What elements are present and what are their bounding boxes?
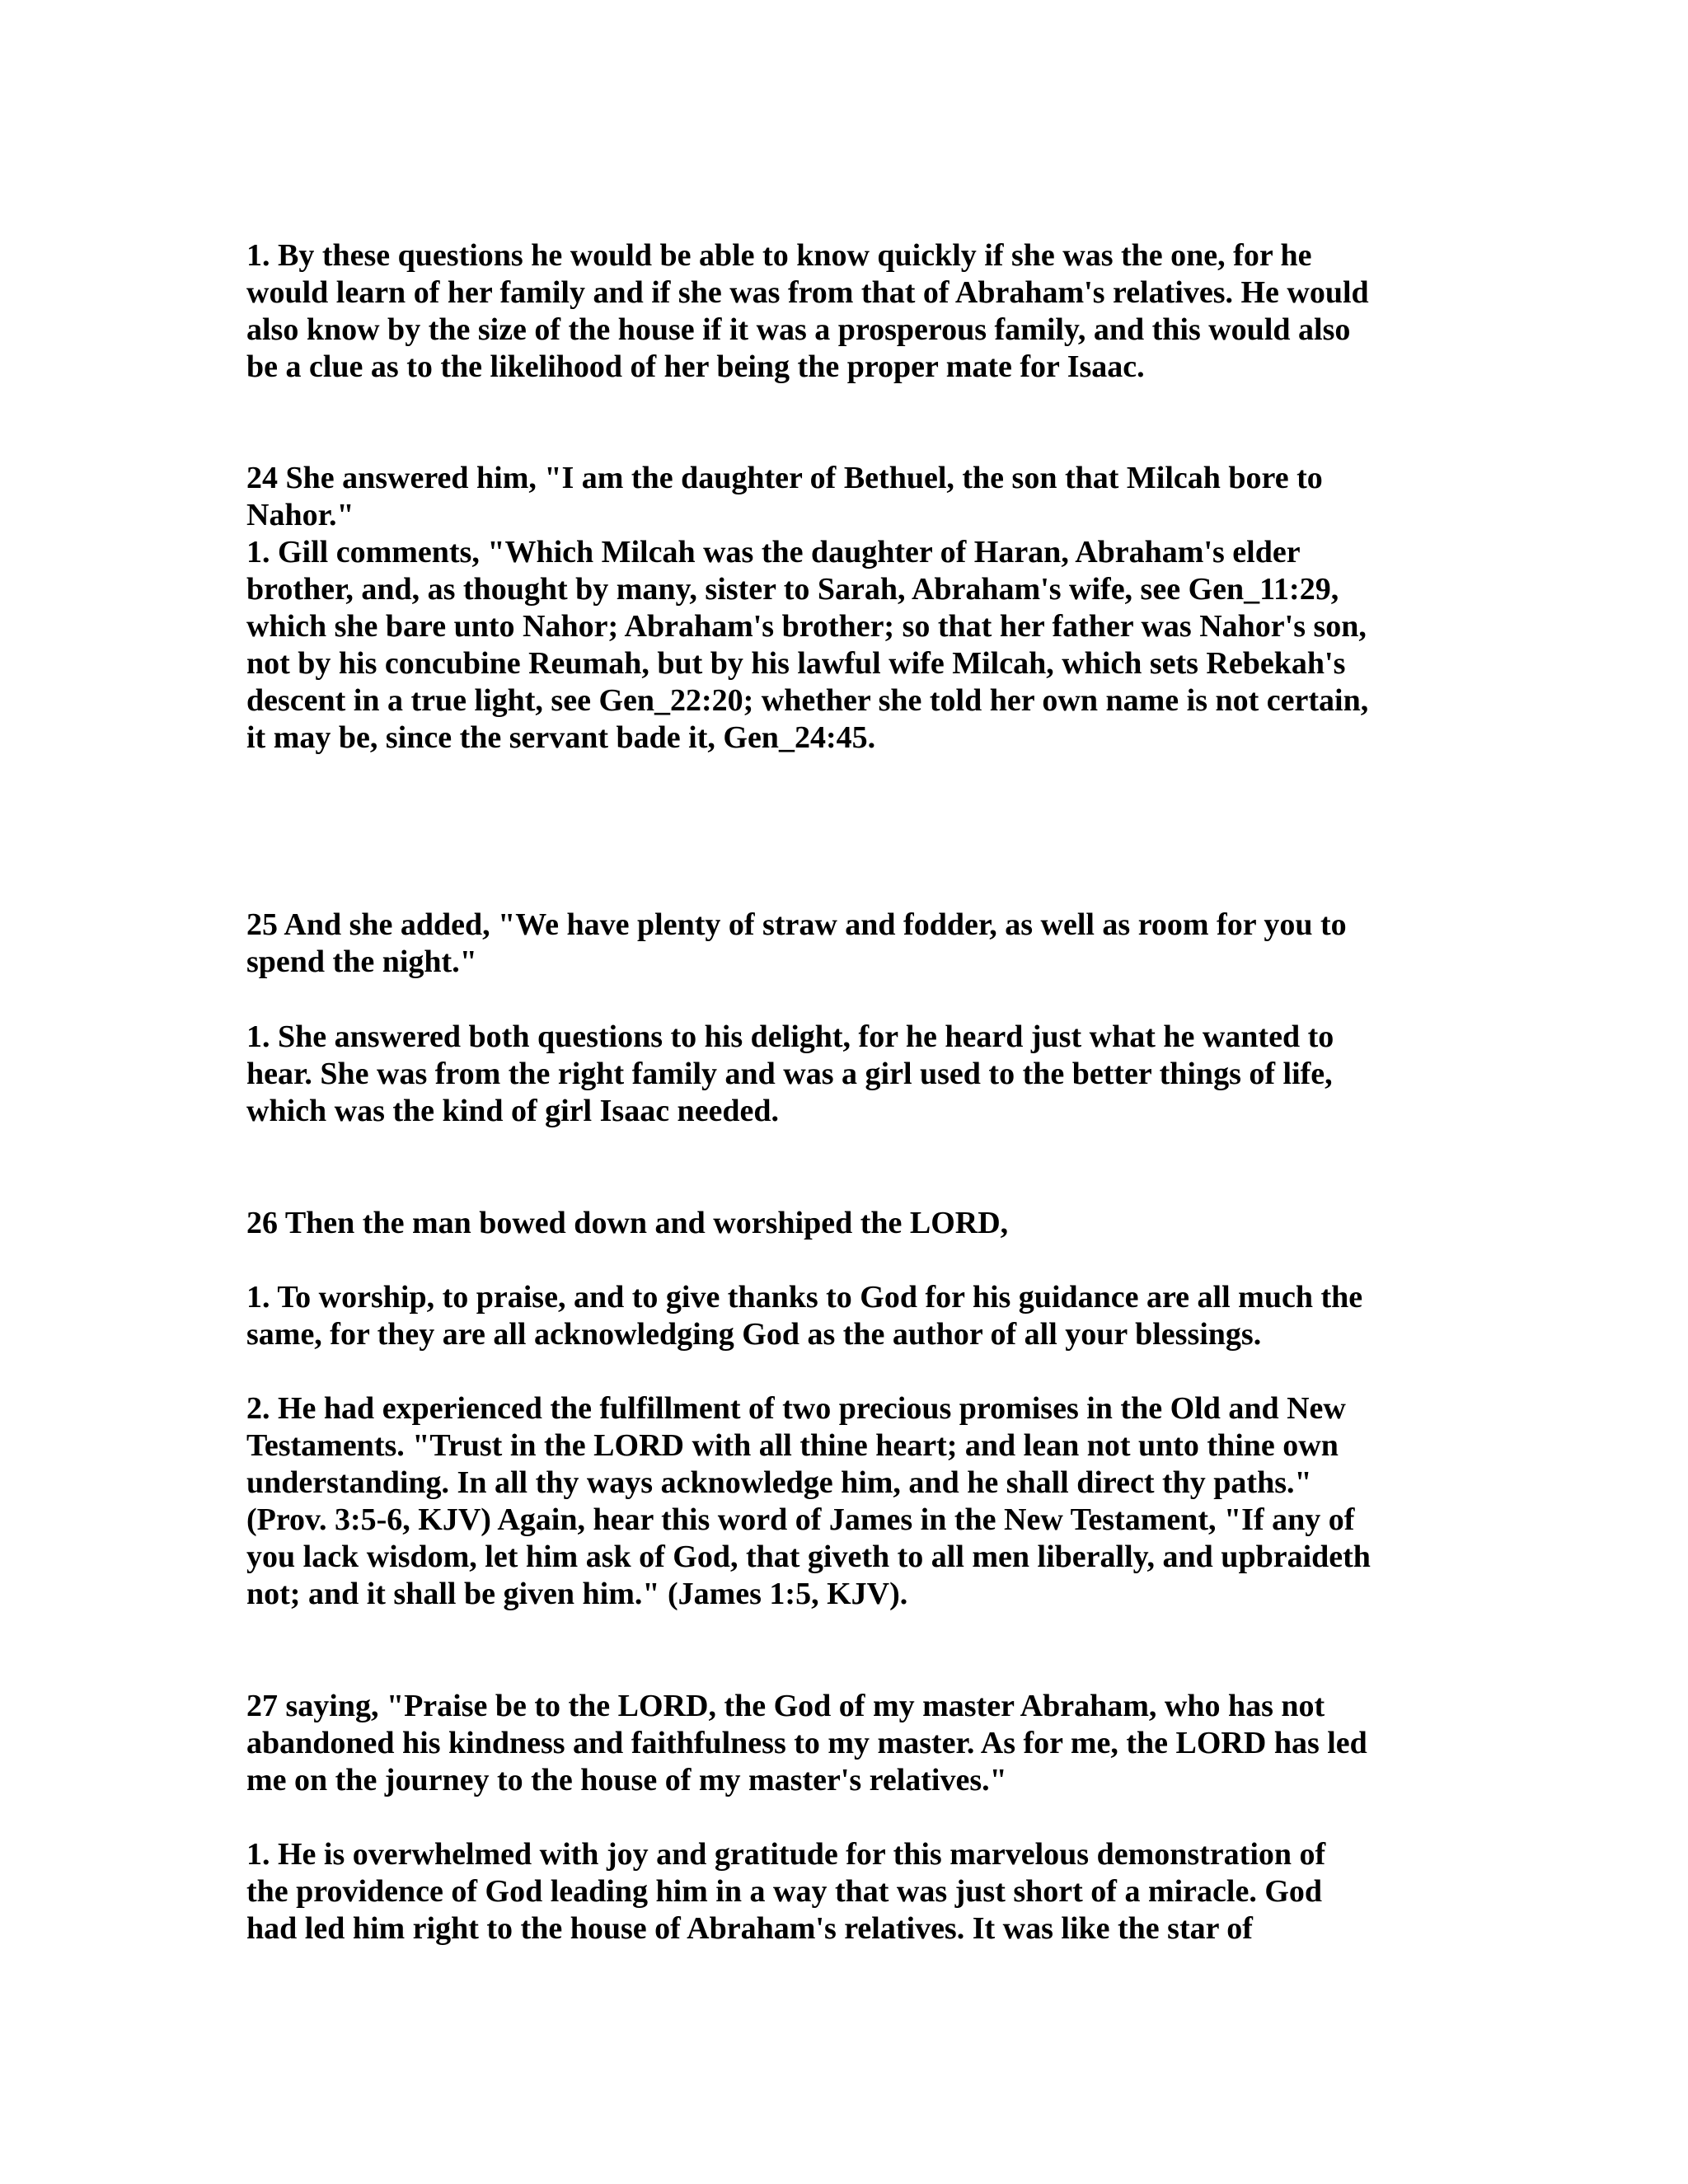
- text-line: 1. She answered both questions to his delight, for he heard just what he wanted to: [246, 1019, 1334, 1054]
- text-line: 1. He is overwhelmed with joy and gratitude for this marvelous demonstration of: [246, 1837, 1326, 1872]
- text-line: not by his concubine Reumah, but by his lawful wife Milcah, which sets Rebekah's: [246, 646, 1346, 681]
- text-line: 27 saying, "Praise be to the LORD, the God of my master Abraham, who has not: [246, 1689, 1325, 1723]
- verse-paragraph: [246, 1688, 1450, 1799]
- verse-paragraph: [246, 907, 1450, 981]
- text-line: understanding. In all thy ways acknowledge him, and he shall direct thy paths.": [246, 1465, 1312, 1500]
- text-line: you lack wisdom, let him ask of God, that giveth to all men liberally, and upbraideth: [246, 1540, 1371, 1574]
- text-line: would learn of her family and if she was from that of Abraham's relatives. He would: [246, 275, 1369, 310]
- text-line: which she bare unto Nahor; Abraham's brother; so that her father was Nahor's son,: [246, 609, 1367, 644]
- text-line: abandoned his kindness and faithfulness to my master. As for me, the LORD has led: [246, 1726, 1367, 1760]
- text-line: it may be, since the servant bade it, Gen_24:45.: [246, 720, 876, 755]
- comment-paragraph: [246, 1279, 1450, 1353]
- text-line: which was the kind of girl Isaac needed.: [246, 1094, 780, 1128]
- comment-paragraph: [246, 534, 1450, 757]
- text-line: be a clue as to the likelihood of her being the proper mate for Isaac.: [246, 349, 1145, 384]
- text-line: spend the night.": [246, 944, 477, 979]
- text-line: 1. Gill comments, "Which Milcah was the daughter of Haran, Abraham's elder: [246, 535, 1301, 569]
- text-line: hear. She was from the right family and was a girl used to the better things of life,: [246, 1057, 1333, 1091]
- text-line: not; and it shall be given him." (James 1:5, KJV).: [246, 1577, 908, 1611]
- text-line: 2. He had experienced the fulfillment of two precious promises in the Old and New: [246, 1391, 1346, 1426]
- verse-paragraph: [246, 1205, 1450, 1242]
- text-line: Testaments. "Trust in the LORD with all thine heart; and lean not unto thine own: [246, 1428, 1339, 1463]
- text-line: had led him right to the house of Abraham's relatives. It was like the star of: [246, 1911, 1253, 1946]
- comment-paragraph: [246, 1836, 1450, 1947]
- text-line: 24 She answered him, "I am the daughter of Bethuel, the son that Milcah bore to: [246, 461, 1323, 495]
- text-line: descent in a true light, see Gen_22:20; whether she told her own name is not certain,: [246, 683, 1369, 718]
- text-line: 1. To worship, to praise, and to give thanks to God for his guidance are all much the: [246, 1280, 1363, 1315]
- text-line: Nahor.": [246, 498, 354, 532]
- comment-paragraph: [246, 1019, 1450, 1130]
- text-line: same, for they are all acknowledging God as the author of all your blessings.: [246, 1317, 1262, 1352]
- comment-paragraph: [246, 237, 1450, 386]
- text-line: me on the journey to the house of my master's relatives.": [246, 1763, 1007, 1797]
- text-line: brother, and, as thought by many, sister to Sarah, Abraham's wife, see Gen_11:29,: [246, 572, 1339, 607]
- verse-paragraph: [246, 460, 1450, 534]
- text-line: 25 And she added, "We have plenty of straw and fodder, as well as room for you to: [246, 907, 1347, 942]
- text-line: (Prov. 3:5-6, KJV) Again, hear this word of James in the New Testament, "If any of: [246, 1502, 1355, 1537]
- text-line: also know by the size of the house if it was a prosperous family, and this would also: [246, 312, 1351, 347]
- text-line: 26 Then the man bowed down and worshiped the LORD,: [246, 1206, 1009, 1240]
- text-line: the providence of God leading him in a way that was just short of a miracle. God: [246, 1874, 1323, 1909]
- comment-paragraph: [246, 1390, 1450, 1613]
- text-line: 1. By these questions he would be able to know quickly if she was the one, for he: [246, 238, 1312, 273]
